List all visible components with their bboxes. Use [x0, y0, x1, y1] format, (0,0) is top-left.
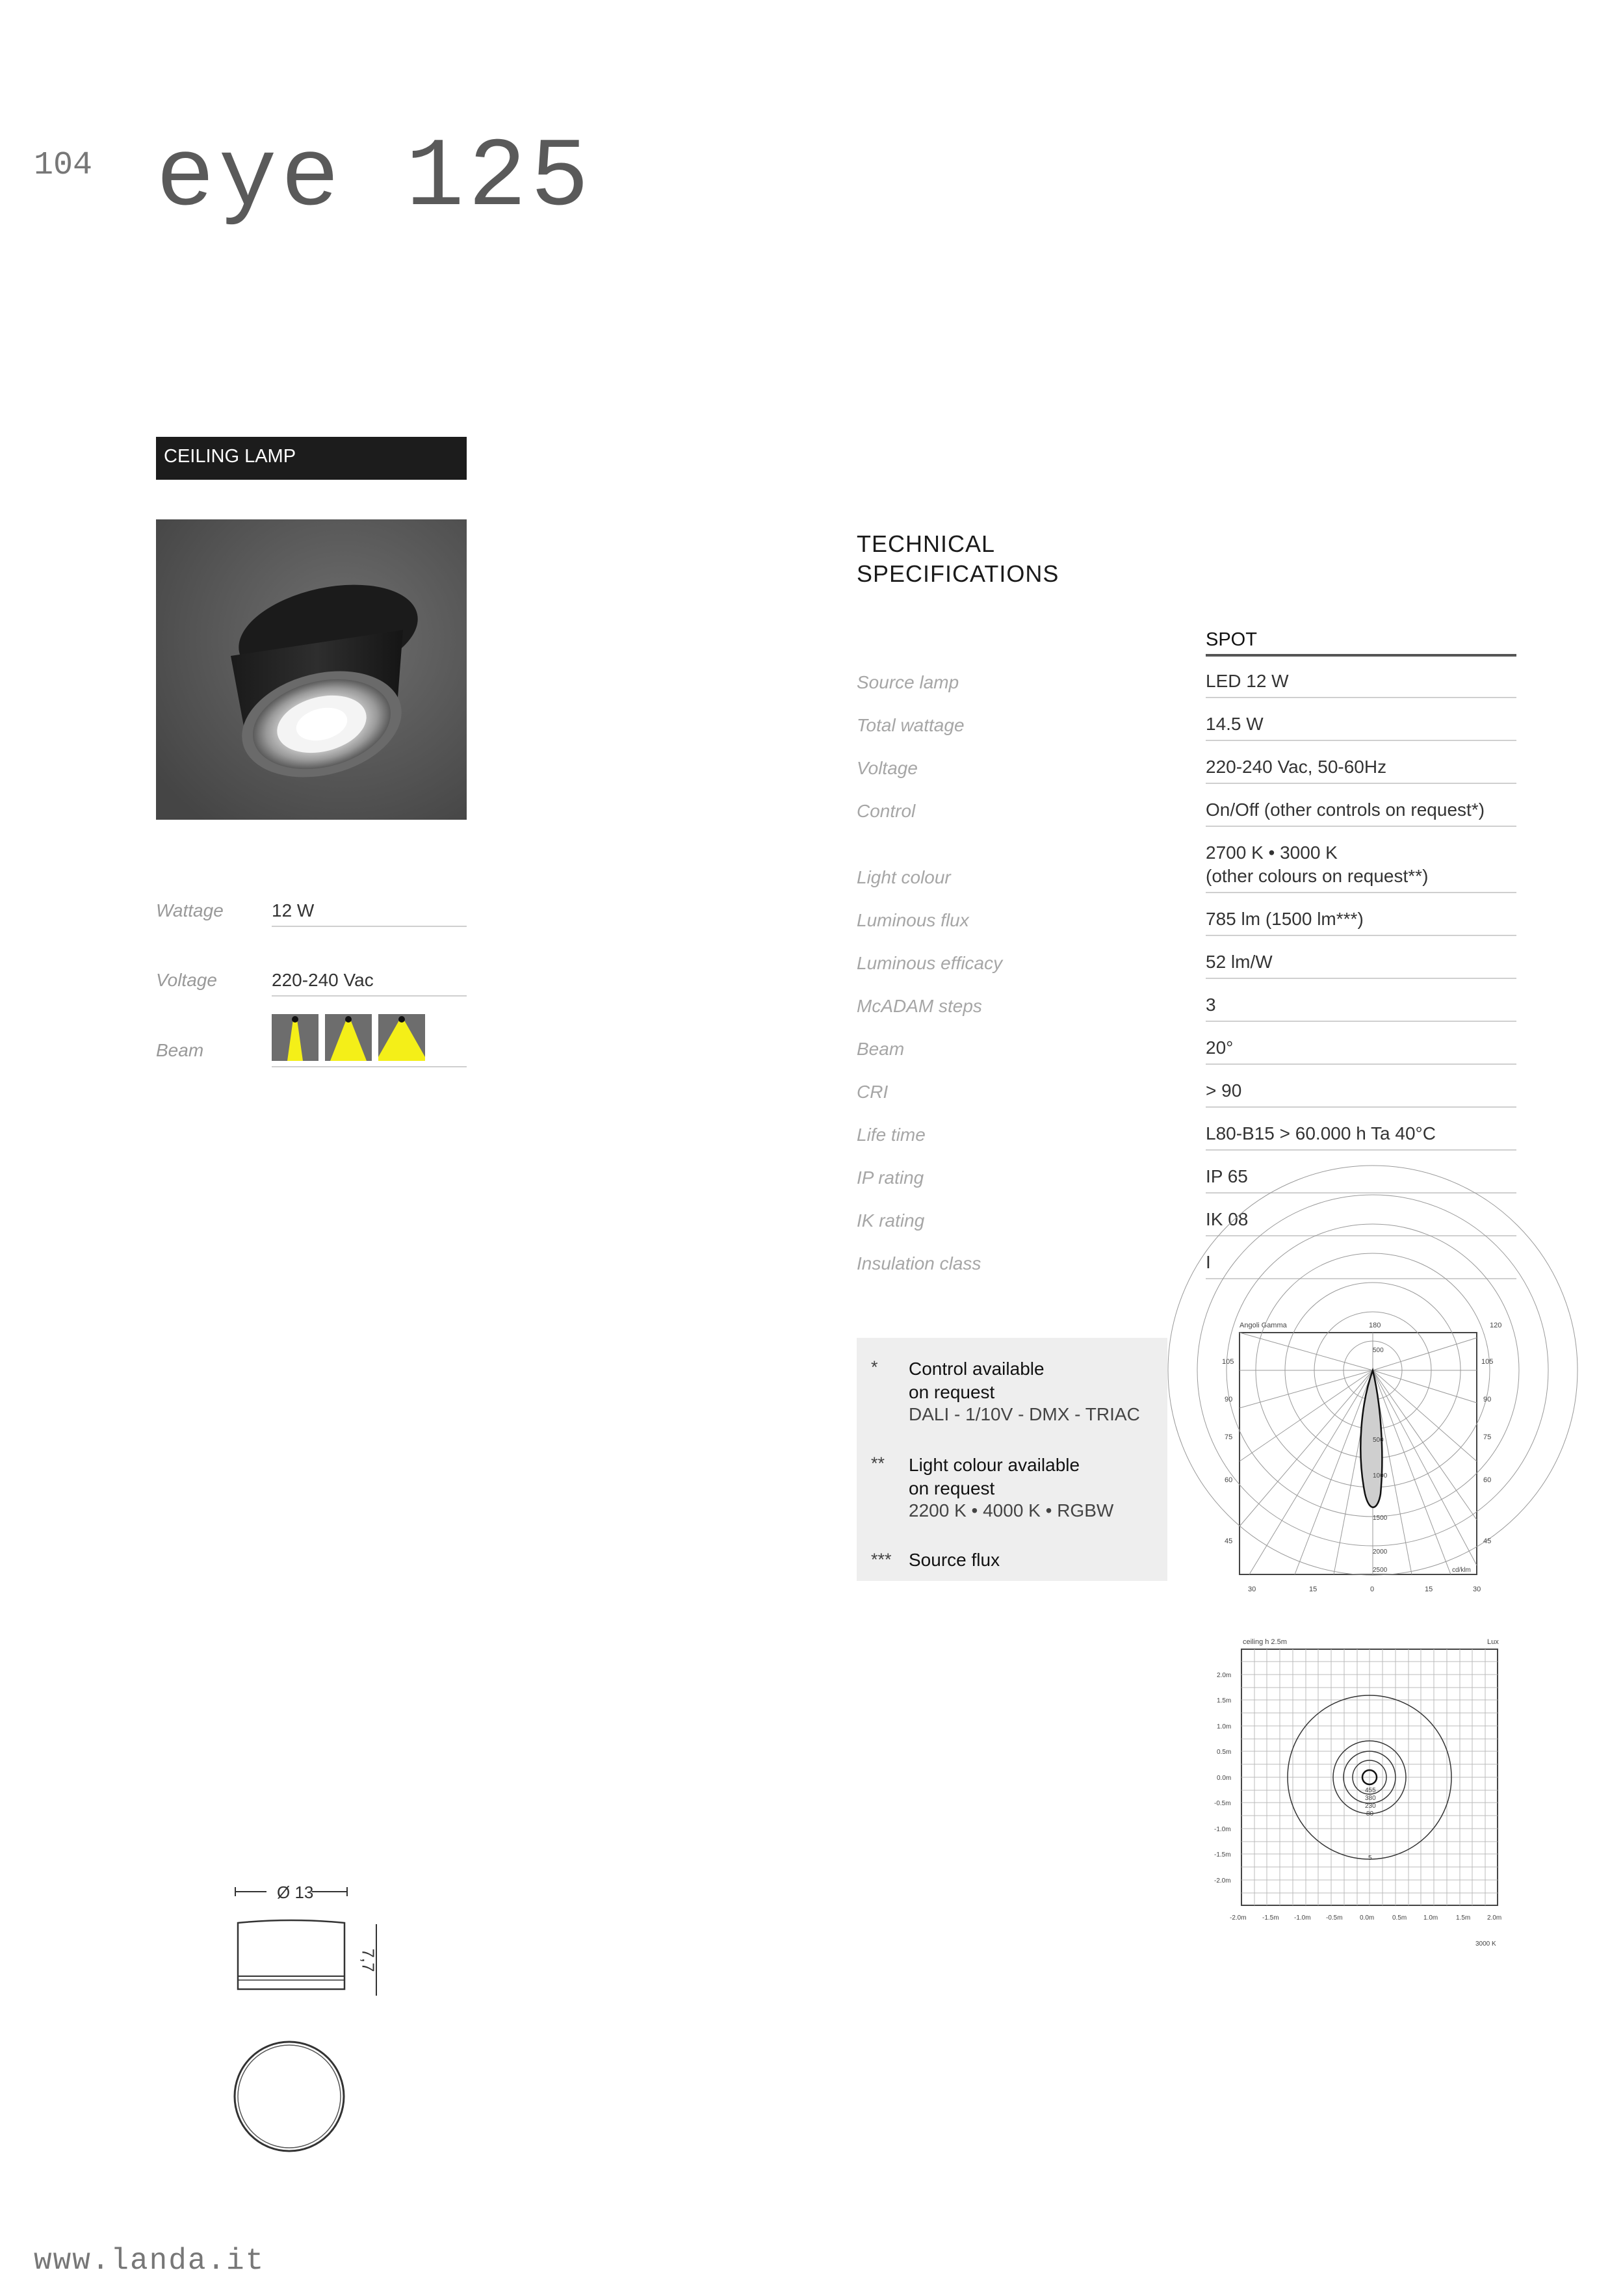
polar-bottom-label: 30	[1248, 1585, 1256, 1593]
polar-right-label: 105	[1481, 1358, 1494, 1366]
voltage-label: Voltage	[156, 970, 217, 990]
spec-value-secondary: (other colours on request**)	[1206, 866, 1429, 886]
note-title	[909, 1454, 1080, 1500]
isolux-x-label: -0.5m	[1326, 1914, 1343, 1922]
height-dimension	[357, 1924, 383, 1996]
spec-label: Luminous efficacy	[857, 953, 1003, 973]
divider	[1206, 892, 1516, 893]
wattage-value: 12 W	[272, 900, 315, 920]
polar-left-label: 60	[1225, 1476, 1233, 1484]
wide-beam-icon	[378, 1014, 425, 1061]
page-number: 104	[34, 147, 93, 184]
voltage-value: 220-240 Vac	[272, 970, 374, 990]
notes-box	[857, 1338, 1167, 1581]
isolux-y-label: -0.5m	[1214, 1800, 1231, 1807]
isolux-unit: Lux	[1487, 1638, 1499, 1646]
isolux-x-label: 2.0m	[1487, 1914, 1502, 1922]
spec-label: IP rating	[857, 1168, 924, 1188]
polar-left-label: 45	[1225, 1537, 1233, 1545]
spec-value: 52 lm/W	[1206, 952, 1273, 972]
spec-heading	[857, 529, 1059, 589]
spec-value: IK 08	[1206, 1209, 1249, 1229]
beam-label: Beam	[156, 1040, 204, 1060]
spec-value: 14.5 W	[1206, 714, 1264, 734]
divider	[1206, 783, 1516, 784]
isolux-y-label: 1.5m	[1217, 1697, 1232, 1704]
polar-top-label: 180	[1369, 1322, 1381, 1329]
spec-value: LED 12 W	[1206, 671, 1289, 691]
spec-label: Life time	[857, 1125, 926, 1145]
polar-radial-label: 2000	[1373, 1548, 1388, 1556]
isolux-x-label: 1.5m	[1456, 1914, 1471, 1922]
spec-value: 2700 K • 3000 K	[1206, 842, 1338, 863]
isolux-title: ceiling h 2.5m	[1243, 1638, 1287, 1646]
isolux-footer: 3000 K	[1475, 1940, 1496, 1948]
polar-bottom-label: 15	[1425, 1585, 1433, 1593]
polar-left-label: 75	[1225, 1433, 1233, 1441]
divider	[1206, 1278, 1516, 1279]
polar-right-label: 60	[1483, 1476, 1492, 1484]
spec-label: Voltage	[857, 758, 918, 778]
height-dimension-label: 7,7	[358, 1948, 378, 1972]
isolux-contour-label: 455	[1365, 1787, 1376, 1794]
narrow-beam-icon	[272, 1014, 318, 1061]
spec-label: Luminous flux	[857, 910, 969, 930]
spec-label: Beam	[857, 1039, 905, 1059]
isolux-y-label: -1.5m	[1214, 1851, 1231, 1859]
isolux-y-label: 0.0m	[1217, 1775, 1232, 1782]
isolux-contour-label: 380	[1365, 1795, 1376, 1802]
column-header-spot: SPOT	[1206, 629, 1257, 650]
spec-value: 20°	[1206, 1037, 1234, 1058]
polar-bottom-label: 0	[1370, 1585, 1375, 1593]
polar-radial-label: 2500	[1373, 1567, 1388, 1574]
divider	[1206, 1106, 1516, 1108]
spec-label: Source lamp	[857, 672, 959, 692]
note-detail: 2200 K • 4000 K • RGBW	[909, 1500, 1114, 1520]
isolux-x-label: 1.0m	[1423, 1914, 1438, 1922]
isolux-x-label: 0.5m	[1392, 1914, 1407, 1922]
note-mark: ***	[871, 1550, 892, 1569]
note-title-line: on request	[909, 1478, 995, 1498]
spec-label: Light colour	[857, 867, 951, 887]
polar-left-label: 105	[1222, 1358, 1234, 1366]
spec-heading-line2: SPECIFICATIONS	[857, 560, 1059, 587]
polar-unit: cd/klm	[1452, 1567, 1471, 1574]
isolux-y-label: 1.0m	[1217, 1723, 1232, 1730]
isolux-x-label: -2.0m	[1230, 1914, 1247, 1922]
note-title: Source flux	[909, 1550, 1000, 1570]
spec-value: IP 65	[1206, 1166, 1248, 1186]
top-view-drawing	[227, 2035, 351, 2158]
divider	[272, 926, 467, 927]
divider	[1206, 697, 1516, 698]
divider	[1206, 740, 1516, 741]
spec-value: 220-240 Vac, 50-60Hz	[1206, 757, 1387, 777]
note-detail: DALI - 1/10V - DMX - TRIAC	[909, 1404, 1140, 1424]
isolux-y-label: -1.0m	[1214, 1826, 1231, 1833]
polar-bottom-label: 30	[1473, 1585, 1481, 1593]
spec-value: 3	[1206, 995, 1216, 1015]
polar-radial-label: 500	[1373, 1347, 1384, 1354]
wattage-label: Wattage	[156, 900, 224, 920]
isolux-y-label: 2.0m	[1217, 1672, 1232, 1679]
spec-label: Control	[857, 801, 916, 821]
polar-right-label: 90	[1483, 1396, 1492, 1403]
category-bar	[156, 437, 467, 480]
divider	[1206, 1235, 1516, 1236]
divider	[272, 995, 467, 997]
polar-right-label: 45	[1483, 1537, 1492, 1545]
isolux-y-label: -2.0m	[1214, 1877, 1231, 1885]
polar-right-label: 75	[1483, 1433, 1492, 1441]
polar-top-label: 120	[1490, 1322, 1502, 1329]
isolux-y-label: 0.5m	[1217, 1749, 1232, 1756]
isolux-contour-label: 230	[1365, 1803, 1376, 1810]
polar-radial-label: 1500	[1373, 1515, 1388, 1522]
spec-value: I	[1206, 1252, 1211, 1272]
page-title: eye 125	[156, 124, 593, 234]
spec-value: L80-B15 > 60.000 h Ta 40°C	[1206, 1123, 1436, 1143]
note-title-line: on request	[909, 1382, 995, 1402]
polar-bottom-label: 15	[1309, 1585, 1318, 1593]
medium-beam-icon	[325, 1014, 372, 1061]
spec-label: IK rating	[857, 1210, 925, 1231]
isolux-x-label: -1.0m	[1294, 1914, 1311, 1922]
spec-label: Total wattage	[857, 715, 965, 735]
polar-radial-label: 1000	[1373, 1472, 1388, 1480]
note-title-line: Light colour available	[909, 1455, 1080, 1475]
note-title	[909, 1357, 1045, 1404]
note-mark: **	[871, 1454, 885, 1473]
isolux-x-label: -1.5m	[1262, 1914, 1279, 1922]
polar-title: Angoli Gamma	[1240, 1322, 1287, 1329]
divider	[1206, 826, 1516, 827]
polar-radial-label: 500	[1373, 1437, 1384, 1444]
polar-left-label: 90	[1225, 1396, 1233, 1403]
spec-label: CRI	[857, 1082, 889, 1102]
lamp-photo	[156, 519, 467, 820]
isolux-contour-label: 5	[1368, 1855, 1372, 1862]
divider	[1206, 935, 1516, 936]
polar-light-distribution-diagram	[1210, 1312, 1500, 1597]
isolux-x-label: 0.0m	[1360, 1914, 1375, 1922]
spec-value: On/Off (other controls on request*)	[1206, 800, 1485, 820]
divider	[272, 1066, 467, 1067]
diameter-dimension: Ø 13	[277, 1883, 314, 1902]
spec-label: Insulation class	[857, 1253, 981, 1273]
spec-value: > 90	[1206, 1080, 1242, 1101]
divider	[1206, 978, 1516, 979]
spec-heading-line1: TECHNICAL	[857, 530, 996, 557]
spec-value: 785 lm (1500 lm***)	[1206, 909, 1364, 929]
isolux-diagram	[1202, 1632, 1508, 1957]
divider	[1206, 1021, 1516, 1022]
spec-label: McADAM steps	[857, 996, 982, 1016]
side-view-drawing	[226, 1866, 356, 1996]
divider	[1206, 1149, 1516, 1151]
isolux-contour-label: 80	[1366, 1810, 1374, 1818]
category-label: CEILING LAMP	[164, 446, 296, 467]
column-header-line	[1206, 654, 1516, 657]
note-mark: *	[871, 1357, 878, 1377]
website-link[interactable]: www.landa.it	[34, 2244, 265, 2278]
note-title-line: Control available	[909, 1359, 1045, 1379]
divider	[1206, 1192, 1516, 1194]
divider	[1206, 1063, 1516, 1065]
